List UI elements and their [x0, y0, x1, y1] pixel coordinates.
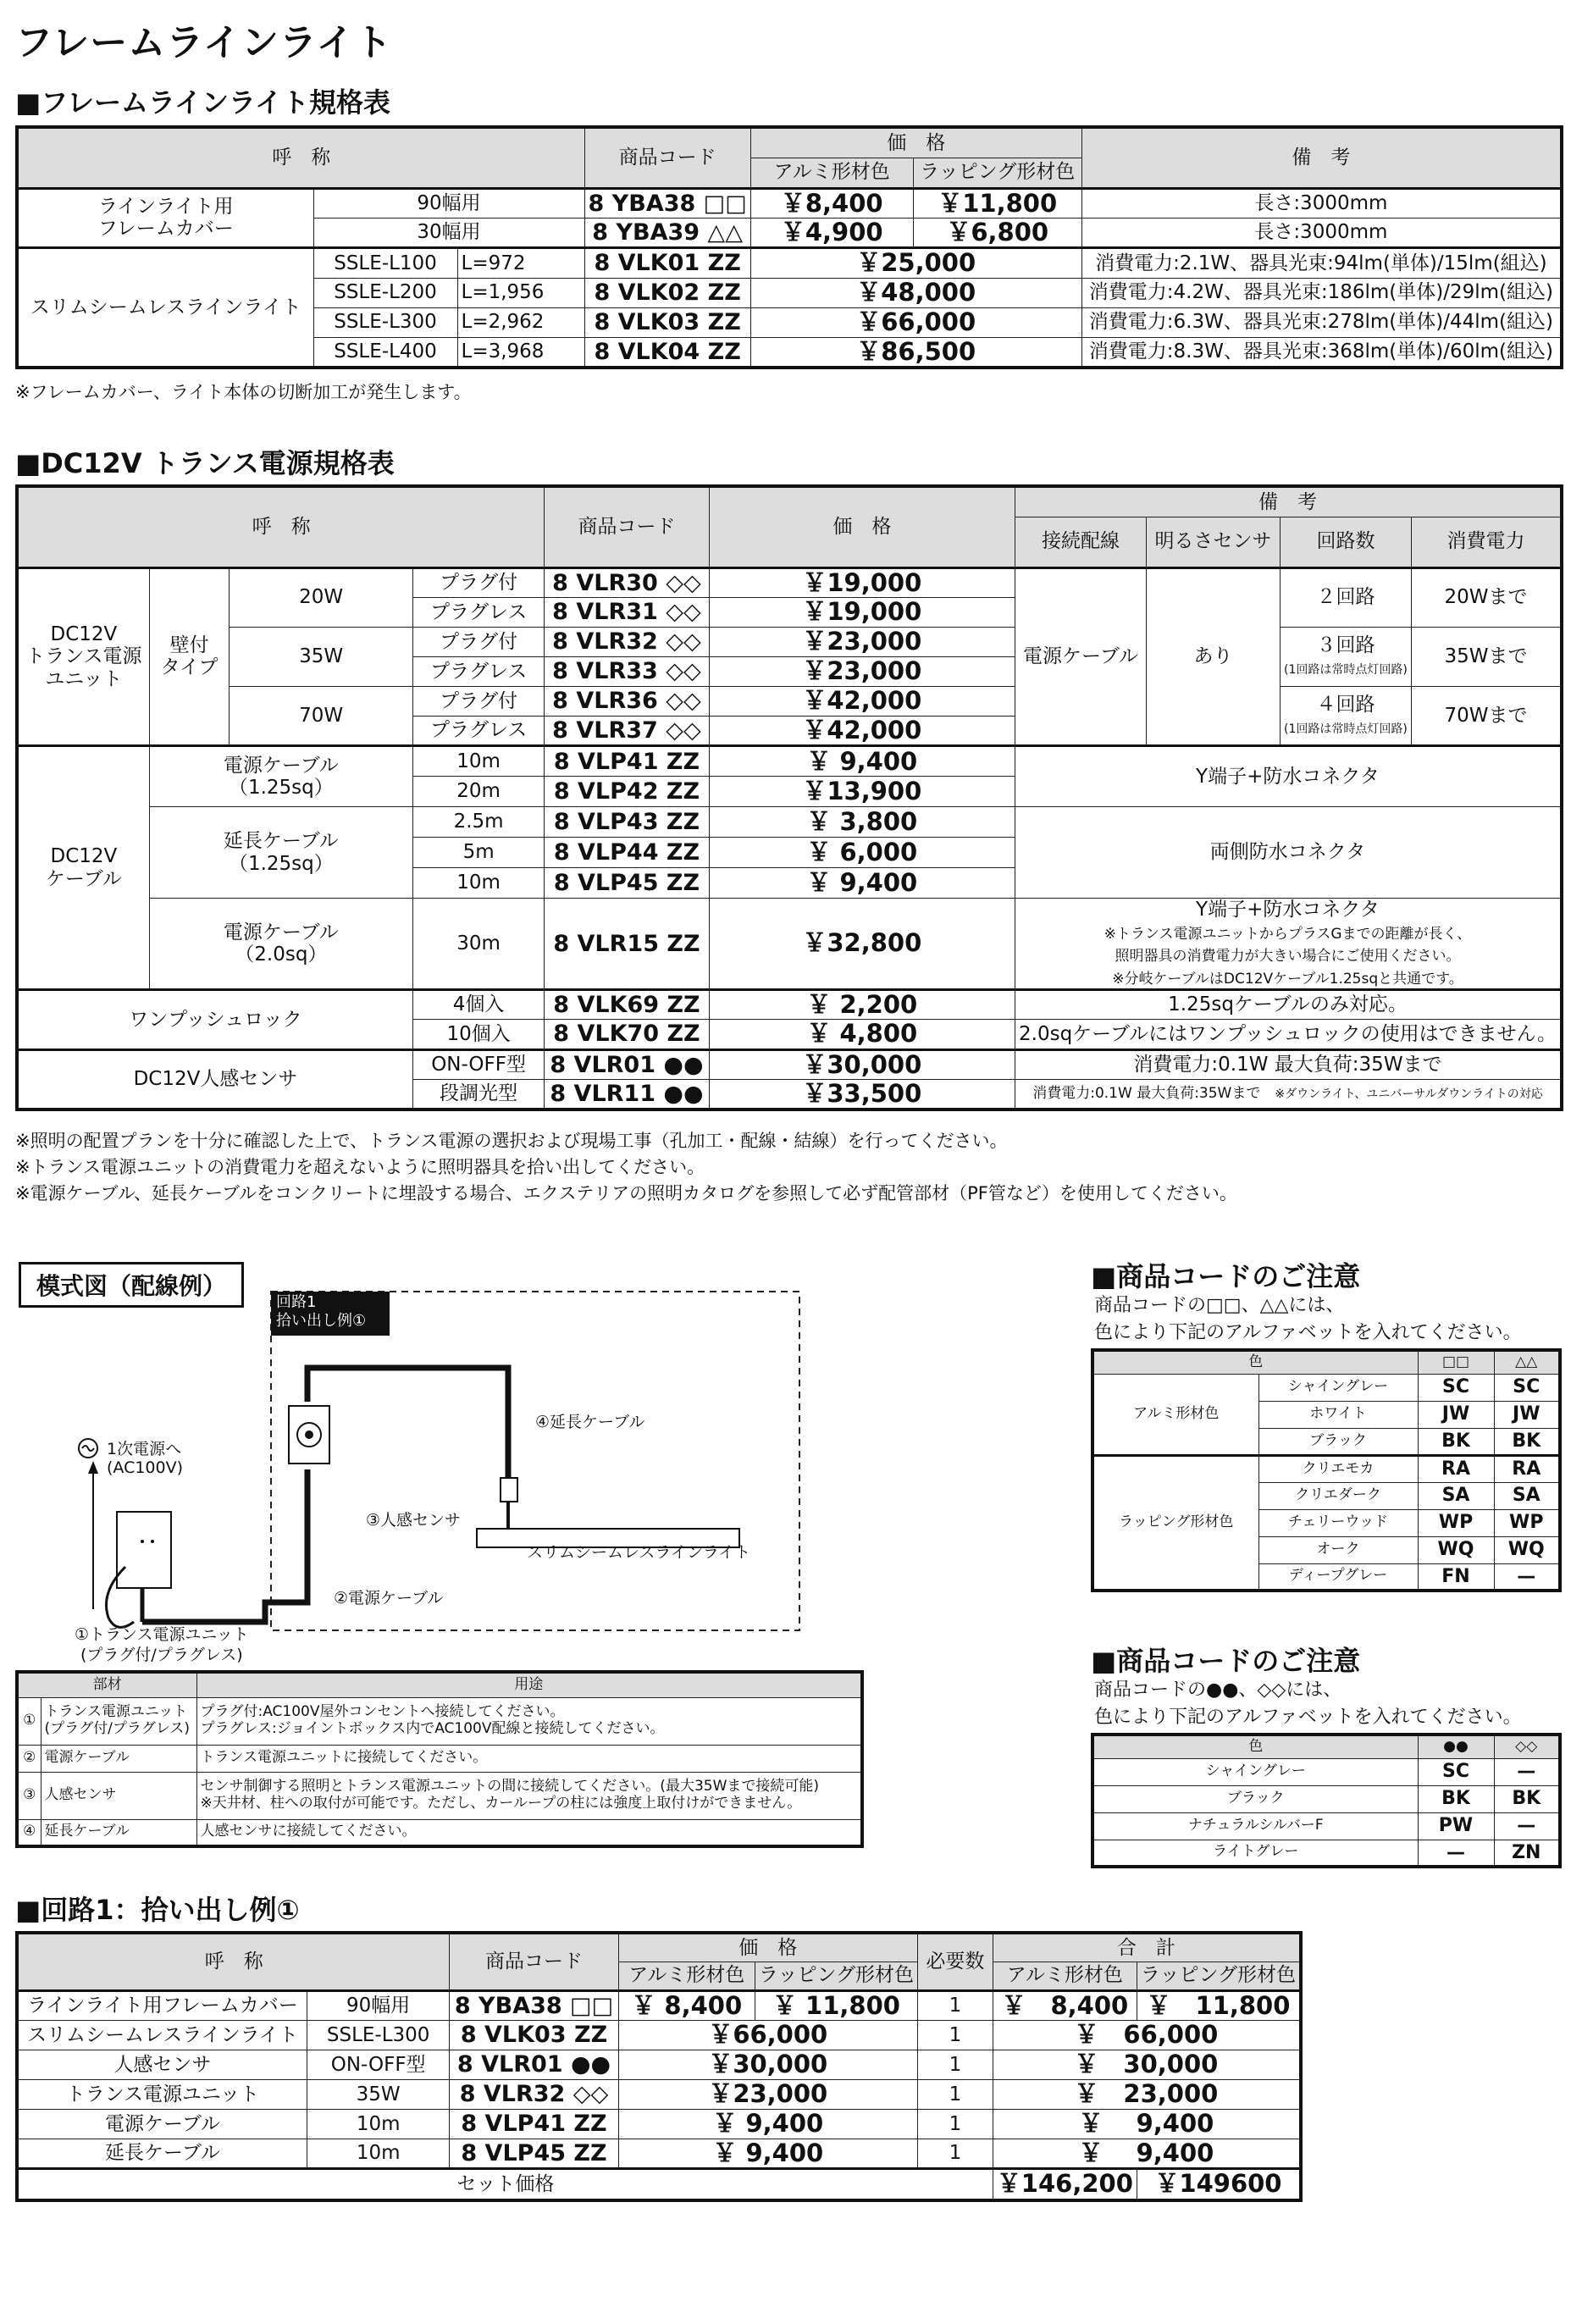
row-note: 長さ:3000mm — [1081, 188, 1562, 218]
power-limit: 20Wまで — [1411, 567, 1562, 627]
length: L=972 — [457, 248, 584, 278]
plug-type: プラグレス — [412, 716, 544, 745]
price-alu: ￥4,900 — [750, 218, 913, 247]
item-name: スリムシームレスラインライト — [17, 2020, 307, 2050]
plug-type: プラグ付 — [412, 567, 544, 597]
row-note: 消費電力:0.1W 最大負荷:35Wまで — [1015, 1049, 1562, 1079]
price: ￥32,800 — [709, 899, 1015, 990]
part-usage: 人感センサに接続してください。 — [196, 1819, 862, 1846]
hdr-note: 備 考 — [1081, 127, 1562, 188]
hdr-color: 色 — [1092, 1350, 1418, 1374]
code: SC — [1418, 1374, 1494, 1401]
cable-type: 電源ケーブル （1.25sq） — [149, 746, 412, 807]
code: BK — [1494, 1428, 1560, 1455]
price: ￥ 4,800 — [709, 1020, 1015, 1049]
hdr-wrap: ラッピング形材色 — [755, 1962, 917, 1990]
cable-type: 電源ケーブル （2.0sq） — [149, 899, 412, 990]
code: BK — [1418, 1428, 1494, 1455]
footnote: ※照明の配置プランを十分に確認した上で、トランス電源の選択および現場工事（孔加工・配線・結線）を行ってください。 — [15, 1131, 1008, 1151]
total: ￥ 9,400 — [993, 2109, 1301, 2139]
price: ￥ 9,400 — [618, 2139, 917, 2168]
product-code: 8 VLK02 ZZ — [584, 278, 750, 307]
price: ￥25,000 — [750, 248, 1081, 278]
product-code: 8 YBA38 □□ — [584, 188, 750, 218]
row-size: 30幅用 — [313, 218, 584, 247]
hdr-circle: ●● — [1418, 1735, 1494, 1758]
code: — — [1494, 1563, 1560, 1591]
sensor-type: ON-OFF型 — [412, 1049, 544, 1079]
group-alu: アルミ形材色 — [1092, 1374, 1258, 1455]
cable-length: 30m — [412, 899, 544, 990]
price: ￥23,000 — [709, 656, 1015, 686]
group-slim-line-light: スリムシームレスラインライト — [17, 248, 313, 368]
hdr-name: 呼 称 — [17, 1933, 450, 1990]
circuit-count: ４回路 (1回路は常時点灯回路) — [1280, 686, 1411, 745]
price: ￥ 3,800 — [709, 807, 1015, 838]
note1-text: 商品コードの□□、△△には、 色により下記のアルファベットを入れてください。 — [1094, 1295, 1522, 1343]
product-code: 8 VLR01 ●● — [545, 1049, 709, 1079]
code: SC — [1418, 1758, 1494, 1785]
product-code: 8 VLR33 ◇◇ — [545, 656, 709, 686]
item-spec: 35W — [307, 2079, 450, 2109]
qty: 1 — [918, 2079, 993, 2109]
hdr-alu: アルミ形材色 — [750, 158, 913, 188]
color-name: オーク — [1258, 1536, 1418, 1563]
product-code: 8 VLR01 ●● — [450, 2050, 618, 2079]
note2-text: 商品コードの●●、◇◇には、 色により下記のアルファベットを入れてください。 — [1094, 1679, 1522, 1728]
total: ￥ 66,000 — [993, 2020, 1301, 2050]
price: ￥30,000 — [709, 1049, 1015, 1079]
hdr-price: 価 格 — [750, 127, 1081, 158]
parts-table — [15, 1670, 864, 1848]
color-name: ブラック — [1092, 1785, 1418, 1812]
qty: 1 — [918, 2139, 993, 2168]
code: SC — [1494, 1374, 1560, 1401]
note2-title: ■ 商品コードのご注意 — [1091, 1640, 1360, 1679]
product-code: 8 VLK03 ZZ — [450, 2020, 618, 2050]
plug-type: プラグ付 — [412, 627, 544, 656]
item-name: トランス電源ユニット — [17, 2079, 307, 2109]
label-power-cable: ②電源ケーブル — [334, 1589, 444, 1607]
connector-icon — [501, 1478, 517, 1502]
group-one-push-lock: ワンプッシュロック — [17, 989, 412, 1049]
hdr-circuit: 回路数 — [1280, 517, 1411, 567]
section1-title: ■ フレームラインライト規格表 — [15, 81, 390, 120]
price-alu: ￥ 8,400 — [618, 1990, 755, 2020]
total-wrap: ￥ 11,800 — [1137, 1990, 1301, 2020]
label-sensor: ③人感センサ — [366, 1511, 462, 1530]
cable-note: 両側防水コネクタ — [1015, 807, 1562, 899]
cable-note: Y端子+防水コネクタ ※トランス電源ユニットからプラスGまでの距離が長く、 照明器具の消費電力が大きい場合にご使用ください。 ※分岐ケーブルはDC12Vケーブル1.25sqと共通です。 — [1015, 899, 1562, 990]
extension-cable-line — [307, 1368, 508, 1486]
hdr-wrap: ラッピング形材色 — [913, 158, 1081, 188]
sensor-type: 段調光型 — [412, 1079, 544, 1109]
wall-type: 壁付 タイプ — [149, 567, 230, 746]
row-note: 消費電力:2.1W、器具光束:94lm(単体)/15lm(組込) — [1081, 248, 1562, 278]
qty: 1 — [918, 2020, 993, 2050]
pack-size: 4個入 — [412, 989, 544, 1019]
qty: 1 — [918, 2050, 993, 2079]
model: SSLE-L100 — [313, 248, 457, 278]
price: ￥66,000 — [750, 307, 1081, 337]
price: ￥ 9,400 — [709, 868, 1015, 899]
product-code: 8 VLP45 ZZ — [450, 2139, 618, 2168]
footnote: ※電源ケーブル、延長ケーブルをコンクリートに埋設する場合、エクステリアの照明カタログを参照して必ず配管部材（PF管など）を使用してください。 — [15, 1183, 1237, 1204]
circuit-count: ２回路 — [1280, 567, 1411, 627]
model: SSLE-L400 — [313, 337, 457, 368]
cable-length: 20m — [412, 777, 544, 807]
code: BK — [1494, 1785, 1560, 1812]
note1-title: ■ 商品コードのご注意 — [1091, 1255, 1360, 1294]
hdr-note: 備 考 — [1015, 486, 1562, 517]
part-no: ④ — [17, 1819, 41, 1846]
cable-length: 10m — [412, 746, 544, 777]
part-name: 人感センサ — [41, 1772, 196, 1819]
price-wrap: ￥6,800 — [913, 218, 1081, 247]
part-no: ② — [17, 1745, 41, 1772]
label-ac-power: 1次電源へ (AC100V) — [107, 1440, 184, 1477]
item-spec: 10m — [307, 2139, 450, 2168]
length: L=3,968 — [457, 337, 584, 368]
product-code: 8 VLR36 ◇◇ — [545, 686, 709, 716]
plug-type: プラグレス — [412, 597, 544, 627]
label-extension-cable: ④延長ケーブル — [535, 1413, 645, 1431]
hdr-total-wrap: ラッピング形材色 — [1137, 1962, 1301, 1990]
spec-table-frame-line-light — [15, 125, 1563, 369]
color-name: ホワイト — [1258, 1401, 1418, 1428]
code: SA — [1418, 1482, 1494, 1509]
price: ￥ 2,200 — [709, 989, 1015, 1019]
hdr-color: 色 — [1092, 1735, 1418, 1758]
product-code: 8 VLR37 ◇◇ — [545, 716, 709, 745]
price-wrap: ￥11,800 — [913, 188, 1081, 218]
price: ￥33,500 — [709, 1079, 1015, 1109]
item-name: 延長ケーブル — [17, 2139, 307, 2168]
price: ￥ 9,400 — [709, 746, 1015, 777]
qty: 1 — [918, 1990, 993, 2020]
section3-title: ■ 回路1：拾い出し例① — [15, 1889, 300, 1928]
item-spec: 10m — [307, 2109, 450, 2139]
product-code: 8 VLR32 ◇◇ — [545, 627, 709, 656]
product-code: 8 VLK03 ZZ — [584, 307, 750, 337]
product-code: 8 VLK04 ZZ — [584, 337, 750, 368]
sec1-footnote: ※フレームカバー、ライト本体の切断加工が発生します。 — [15, 382, 472, 402]
part-name: 電源ケーブル — [41, 1745, 196, 1772]
code: FN — [1418, 1563, 1494, 1591]
diagram-title: 模式図（配線例） — [19, 1262, 244, 1308]
cable-length: 2.5m — [412, 807, 544, 838]
row-note: 1.25sqケーブルのみ対応。 — [1015, 989, 1562, 1019]
cable-type: 延長ケーブル （1.25sq） — [149, 807, 412, 899]
item-spec: SSLE-L300 — [307, 2020, 450, 2050]
hdr-sensor: 明るさセンサ — [1146, 517, 1280, 567]
qty: 1 — [918, 2109, 993, 2139]
part-usage: プラグ付:AC100V屋外コンセントへ接続してください。 プラグレス:ジョイントボックス内でAC100V配線と接続してください。 — [196, 1697, 862, 1745]
circuit-count: ３回路 (1回路は常時点灯回路) — [1280, 627, 1411, 686]
product-code: 8 YBA39 △△ — [584, 218, 750, 247]
watt: 35W — [230, 627, 413, 686]
code: RA — [1494, 1455, 1560, 1482]
code: BK — [1418, 1785, 1494, 1812]
item-name: ラインライト用フレームカバー — [17, 1990, 307, 2020]
color-name: チェリーウッド — [1258, 1509, 1418, 1536]
price: ￥19,000 — [709, 597, 1015, 627]
price: ￥19,000 — [709, 567, 1015, 597]
code: RA — [1418, 1455, 1494, 1482]
product-code: 8 VLR15 ZZ — [545, 899, 709, 990]
total: ￥ 23,000 — [993, 2079, 1301, 2109]
code: WQ — [1494, 1536, 1560, 1563]
power-limit: 70Wまで — [1411, 686, 1562, 745]
group-frame-cover: ラインライト用 フレームカバー — [17, 188, 313, 248]
hdr-triangle: △△ — [1494, 1350, 1560, 1374]
product-code: 8 VLK01 ZZ — [584, 248, 750, 278]
color-code-table-1 — [1091, 1348, 1562, 1592]
code: WP — [1494, 1509, 1560, 1536]
model: SSLE-L200 — [313, 278, 457, 307]
color-name: ライトグレー — [1092, 1840, 1418, 1867]
item-spec: ON-OFF型 — [307, 2050, 450, 2079]
hdr-total: 合 計 — [993, 1933, 1301, 1962]
cable-length: 5m — [412, 838, 544, 868]
row-note: 2.0sqケーブルにはワンプッシュロックの使用はできません。 — [1015, 1020, 1562, 1049]
color-name: シャイングレー — [1092, 1758, 1418, 1785]
price: ￥42,000 — [709, 686, 1015, 716]
hdr-price: 価 格 — [709, 486, 1015, 567]
hdr-code: 商品コード — [584, 127, 750, 188]
price: ￥23,000 — [709, 627, 1015, 656]
product-code: 8 VLP45 ZZ — [545, 868, 709, 899]
price-alu: ￥8,400 — [750, 188, 913, 218]
code: — — [1418, 1840, 1494, 1867]
cable-note: Y端子+防水コネクタ — [1015, 746, 1562, 807]
color-name: ブラック — [1258, 1428, 1418, 1455]
color-name: クリエモカ — [1258, 1455, 1418, 1482]
row-note: 消費電力:6.3W、器具光束:278lm(単体)/44lm(組込) — [1081, 307, 1562, 337]
spec-table-dc12v — [15, 484, 1563, 1111]
pickup-example-table — [15, 1931, 1303, 2202]
price: ￥ 6,000 — [709, 838, 1015, 868]
product-code: 8 VLR11 ●● — [545, 1079, 709, 1109]
color-name: ナチュラルシルバーF — [1092, 1812, 1418, 1840]
model: SSLE-L300 — [313, 307, 457, 337]
hdr-diamond: ◇◇ — [1494, 1735, 1560, 1758]
price: ￥48,000 — [750, 278, 1081, 307]
product-code: 8 VLR30 ◇◇ — [545, 567, 709, 597]
total: ￥ 30,000 — [993, 2050, 1301, 2079]
group-wrap: ラッピング形材色 — [1092, 1455, 1258, 1591]
footnote: ※トランス電源ユニットの消費電力を超えないように照明器具を拾い出してください。 — [15, 1157, 705, 1177]
row-note: 消費電力:8.3W、器具光束:368lm(単体)/60lm(組込) — [1081, 337, 1562, 368]
color-name: クリエダーク — [1258, 1482, 1418, 1509]
set-price-wrap: ￥149600 — [1137, 2169, 1301, 2200]
hdr-code: 商品コード — [545, 486, 709, 567]
product-code: 8 YBA38 □□ — [450, 1990, 618, 2020]
hdr-code: 商品コード — [450, 1933, 618, 1990]
group-trans-unit: DC12V トランス電源 ユニット — [17, 567, 149, 746]
color-code-table-2 — [1091, 1733, 1562, 1868]
length: L=2,962 — [457, 307, 584, 337]
row-note: 消費電力:0.1W 最大負荷:35Wまで ※ダウンライト、ユニバーサルダウンライトの対応 — [1015, 1079, 1562, 1109]
product-code: 8 VLR32 ◇◇ — [450, 2079, 618, 2109]
hdr-price: 価 格 — [618, 1933, 917, 1962]
total-alu: ￥ 8,400 — [993, 1990, 1137, 2020]
hdr-power: 消費電力 — [1411, 517, 1562, 567]
product-code: 8 VLP41 ZZ — [450, 2109, 618, 2139]
part-no: ③ — [17, 1772, 41, 1819]
code: — — [1494, 1758, 1560, 1785]
price: ￥23,000 — [618, 2079, 917, 2109]
set-price-label: セット価格 — [17, 2169, 993, 2200]
part-usage: トランス電源ユニットに接続してください。 — [196, 1745, 862, 1772]
item-spec: 90幅用 — [307, 1990, 450, 2020]
hdr-name: 呼 称 — [17, 486, 545, 567]
plug-type: プラグレス — [412, 656, 544, 686]
product-code: 8 VLK69 ZZ — [545, 989, 709, 1019]
watt: 70W — [230, 686, 413, 745]
price-wrap: ￥ 11,800 — [755, 1990, 917, 2020]
product-code: 8 VLR31 ◇◇ — [545, 597, 709, 627]
hdr-square: □□ — [1418, 1350, 1494, 1374]
label-trans-unit: ①トランス電源ユニット (プラグ付/プラグレス) — [75, 1625, 249, 1664]
code: SA — [1494, 1482, 1560, 1509]
hdr-qty: 必要数 — [918, 1933, 993, 1990]
price: ￥42,000 — [709, 716, 1015, 745]
hdr-part: 部材 — [17, 1672, 196, 1697]
circuit-label: 回路1 拾い出し例① — [276, 1293, 367, 1330]
sec2-footnotes — [15, 1128, 1237, 1207]
watt: 20W — [230, 567, 413, 627]
row-note: 長さ:3000mm — [1081, 218, 1562, 247]
product-code: 8 VLP42 ZZ — [545, 777, 709, 807]
plug-type: プラグ付 — [412, 686, 544, 716]
item-name: 電源ケーブル — [17, 2109, 307, 2139]
product-code: 8 VLP43 ZZ — [545, 807, 709, 838]
price: ￥66,000 — [618, 2020, 917, 2050]
sensor-value: あり — [1146, 567, 1280, 746]
code: — — [1494, 1812, 1560, 1840]
group-cable: DC12V ケーブル — [17, 746, 149, 990]
price: ￥13,900 — [709, 777, 1015, 807]
conn-value: 電源ケーブル — [1015, 567, 1146, 746]
pack-size: 10個入 — [412, 1020, 544, 1049]
code: JW — [1494, 1401, 1560, 1428]
product-code: 8 VLP44 ZZ — [545, 838, 709, 868]
circuit-box — [271, 1292, 799, 1630]
cable-length: 10m — [412, 868, 544, 899]
part-name: 延長ケーブル — [41, 1819, 196, 1846]
code: WQ — [1418, 1536, 1494, 1563]
hdr-conn: 接続配線 — [1015, 517, 1146, 567]
power-limit: 35Wまで — [1411, 627, 1562, 686]
product-code: 8 VLK70 ZZ — [545, 1020, 709, 1049]
total: ￥ 9,400 — [993, 2139, 1301, 2168]
item-name: 人感センサ — [17, 2050, 307, 2079]
part-usage: センサ制御する照明とトランス電源ユニットの間に接続してください。(最大35Wまで接続可能) ※天井材、柱への取付が可能です。ただし、カーループの柱には強度上取付けができません。 — [196, 1772, 862, 1819]
code: JW — [1418, 1401, 1494, 1428]
hdr-usage: 用途 — [196, 1672, 862, 1697]
hdr-total-alu: アルミ形材色 — [993, 1962, 1137, 1990]
price: ￥ 9,400 — [618, 2109, 917, 2139]
length: L=1,956 — [457, 278, 584, 307]
product-code: 8 VLP41 ZZ — [545, 746, 709, 777]
price: ￥86,500 — [750, 337, 1081, 368]
color-name: ディープグレー — [1258, 1563, 1418, 1591]
row-note: 消費電力:4.2W、器具光束:186lm(単体)/29lm(組込) — [1081, 278, 1562, 307]
trans-unit-icon — [117, 1512, 171, 1588]
page-title: フレームラインライト — [15, 21, 393, 64]
code: WP — [1418, 1509, 1494, 1536]
section2-title: ■ DC12V トランス電源規格表 — [15, 442, 395, 481]
part-no: ① — [17, 1697, 41, 1745]
hdr-alu: アルミ形材色 — [618, 1962, 755, 1990]
label-slim-light: スリムシームレスラインライト — [527, 1543, 751, 1562]
price: ￥30,000 — [618, 2050, 917, 2079]
hdr-name: 呼 称 — [17, 127, 584, 188]
code: ZN — [1494, 1840, 1560, 1867]
color-name: シャイングレー — [1258, 1374, 1418, 1401]
group-sensor: DC12V人感センサ — [17, 1049, 412, 1109]
set-price-alu: ￥146,200 — [993, 2169, 1137, 2200]
row-size: 90幅用 — [313, 188, 584, 218]
code: PW — [1418, 1812, 1494, 1840]
part-name: トランス電源ユニット (プラグ付/プラグレス) — [41, 1697, 196, 1745]
